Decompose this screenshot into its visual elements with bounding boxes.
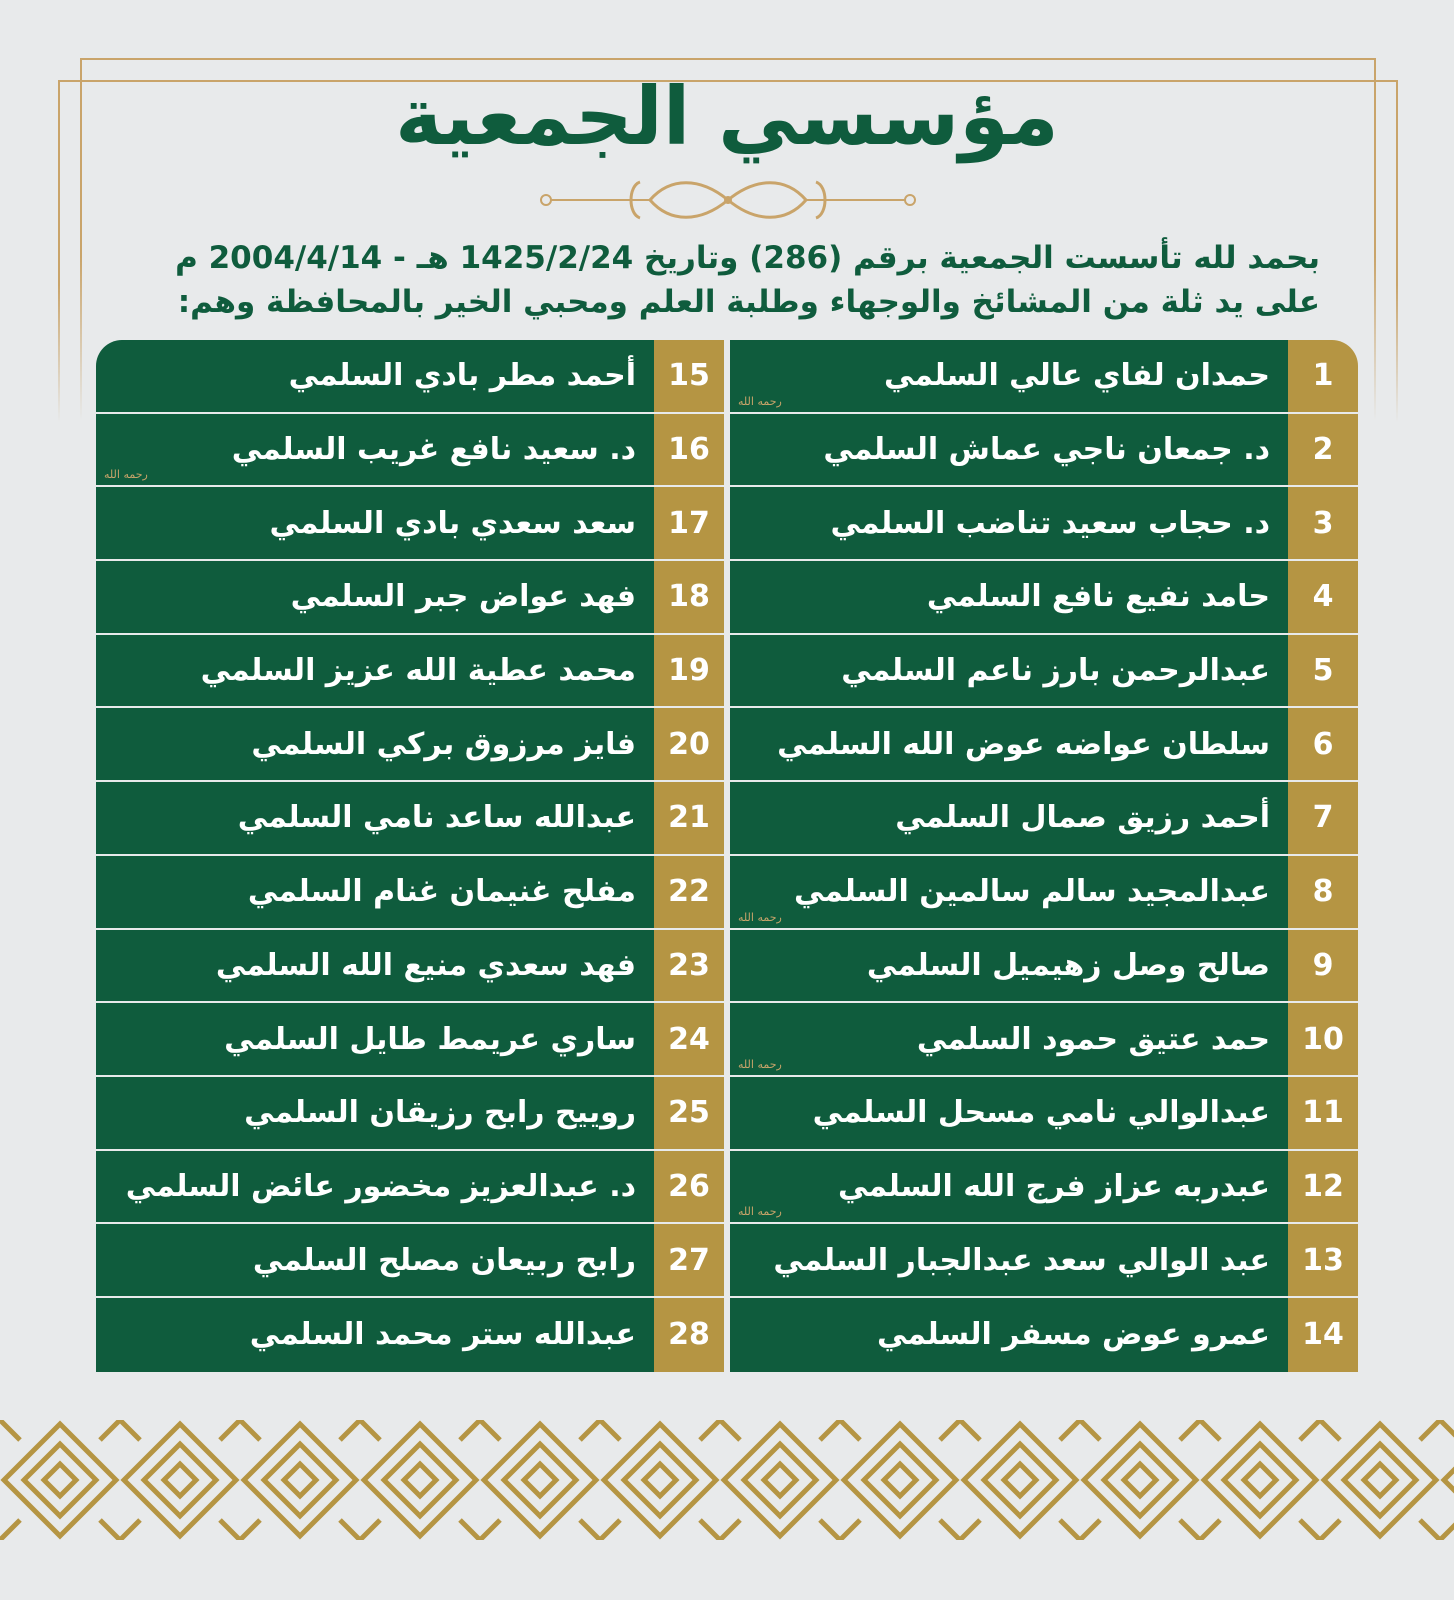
founder-note: رحمه الله <box>738 1057 782 1071</box>
founder-row <box>96 414 724 488</box>
founder-name: حامد نفيع نافع السلمي <box>730 561 1288 633</box>
founder-row <box>730 856 1358 930</box>
founder-row <box>96 1298 724 1372</box>
founder-row <box>730 708 1358 782</box>
founder-number: 2 <box>1288 414 1358 486</box>
ornament-divider-icon <box>540 172 916 232</box>
founder-number: 9 <box>1288 930 1358 1002</box>
founder-note: رحمه الله <box>738 394 782 408</box>
founders-column-right <box>730 340 1358 1400</box>
founder-row <box>730 561 1358 635</box>
founder-number: 6 <box>1288 708 1358 780</box>
founder-row <box>730 930 1358 1004</box>
founder-row <box>96 782 724 856</box>
founder-number: 21 <box>654 782 724 854</box>
founder-number: 14 <box>1288 1298 1358 1372</box>
founder-name: فايز مرزوق بركي السلمي <box>96 708 654 780</box>
founder-name: روييح رابح رزيقان السلمي <box>96 1077 654 1149</box>
founders-table <box>96 340 1358 1400</box>
founder-row <box>730 635 1358 709</box>
founder-number: 26 <box>654 1151 724 1223</box>
founder-name: عبدالله ستر محمد السلمي <box>96 1298 654 1372</box>
founder-note: رحمه الله <box>104 468 148 482</box>
founder-row <box>730 1151 1358 1225</box>
founder-number: 16 <box>654 414 724 486</box>
founders-column-left <box>96 340 724 1400</box>
founder-row <box>730 782 1358 856</box>
founder-row <box>730 1298 1358 1372</box>
founder-row <box>96 1151 724 1225</box>
founder-number: 19 <box>654 635 724 707</box>
founder-name: أحمد رزيق صمال السلمي <box>730 782 1288 854</box>
founder-name: عبدالمجيد سالم سالمين السلمي <box>730 856 1288 928</box>
founder-row <box>96 635 724 709</box>
geometric-pattern-border <box>0 1420 1454 1600</box>
page-title: مؤسسي الجمعية <box>395 70 1059 163</box>
founder-name: د. حجاب سعيد تناضب السلمي <box>730 487 1288 559</box>
founder-row <box>96 1077 724 1151</box>
founder-row <box>730 487 1358 561</box>
founder-name: عبدربه عزاز فرج الله السلمي <box>730 1151 1288 1223</box>
intro-text <box>120 236 1320 324</box>
founder-number: 27 <box>654 1224 724 1296</box>
founder-number: 3 <box>1288 487 1358 559</box>
founder-number: 8 <box>1288 856 1358 928</box>
founder-name: أحمد مطر بادي السلمي <box>96 340 654 412</box>
founder-row <box>96 487 724 561</box>
founder-row <box>96 1224 724 1298</box>
founder-note: رحمه الله <box>738 910 782 924</box>
founder-row <box>96 856 724 930</box>
founder-number: 28 <box>654 1298 724 1372</box>
founder-number: 1 <box>1288 340 1358 412</box>
founder-number: 18 <box>654 561 724 633</box>
founder-number: 5 <box>1288 635 1358 707</box>
intro-line-2: على يد ثلة من المشائخ والوجهاء وطلبة العلم ومحبي الخير بالمحافظة وهم: <box>177 284 1320 320</box>
founder-row <box>730 1003 1358 1077</box>
founder-number: 23 <box>654 930 724 1002</box>
founder-row <box>96 930 724 1004</box>
founder-name: مفلح غنيمان غنام السلمي <box>96 856 654 928</box>
founder-name: د. سعيد نافع غريب السلمي <box>96 414 654 486</box>
founder-row <box>96 1003 724 1077</box>
founder-row <box>730 1224 1358 1298</box>
founder-number: 11 <box>1288 1077 1358 1149</box>
founder-number: 17 <box>654 487 724 559</box>
founder-name: سلطان عواضه عوض الله السلمي <box>730 708 1288 780</box>
founder-number: 15 <box>654 340 724 412</box>
founder-name: حمدان لفاي عالي السلمي <box>730 340 1288 412</box>
founder-number: 24 <box>654 1003 724 1075</box>
founder-note: رحمه الله <box>738 1205 782 1219</box>
founder-number: 10 <box>1288 1003 1358 1075</box>
founder-number: 4 <box>1288 561 1358 633</box>
founder-name: عمرو عوض مسفر السلمي <box>730 1298 1288 1372</box>
founder-number: 12 <box>1288 1151 1358 1223</box>
founder-name: رابح ربيعان مصلح السلمي <box>96 1224 654 1296</box>
founder-name: محمد عطية الله عزيز السلمي <box>96 635 654 707</box>
founder-number: 7 <box>1288 782 1358 854</box>
founder-name: عبدالوالي نامي مسحل السلمي <box>730 1077 1288 1149</box>
founder-name: عبدالرحمن بارز ناعم السلمي <box>730 635 1288 707</box>
founder-number: 20 <box>654 708 724 780</box>
founder-row <box>96 708 724 782</box>
founder-number: 13 <box>1288 1224 1358 1296</box>
founder-number: 22 <box>654 856 724 928</box>
founder-row <box>96 340 724 414</box>
founder-name: ساري عريمط طايل السلمي <box>96 1003 654 1075</box>
founder-name: فهد عواض جبر السلمي <box>96 561 654 633</box>
founder-name: حمد عتيق حمود السلمي <box>730 1003 1288 1075</box>
founder-name: فهد سعدي منيع الله السلمي <box>96 930 654 1002</box>
founder-name: صالح وصل زهيميل السلمي <box>730 930 1288 1002</box>
founder-name: سعد سعدي بادي السلمي <box>96 487 654 559</box>
founder-number: 25 <box>654 1077 724 1149</box>
founder-name: د. عبدالعزيز مخضور عائض السلمي <box>96 1151 654 1223</box>
founder-name: د. جمعان ناجي عماش السلمي <box>730 414 1288 486</box>
founder-row <box>96 561 724 635</box>
founder-row <box>730 1077 1358 1151</box>
founder-row <box>730 414 1358 488</box>
intro-line-1: بحمد لله تأسست الجمعية برقم (286) وتاريخ 1425/2/24 هـ - 2004/4/14 م <box>175 240 1320 276</box>
founder-name: عبد الوالي سعد عبدالجبار السلمي <box>730 1224 1288 1296</box>
founder-row <box>730 340 1358 414</box>
founder-name: عبدالله ساعد نامي السلمي <box>96 782 654 854</box>
